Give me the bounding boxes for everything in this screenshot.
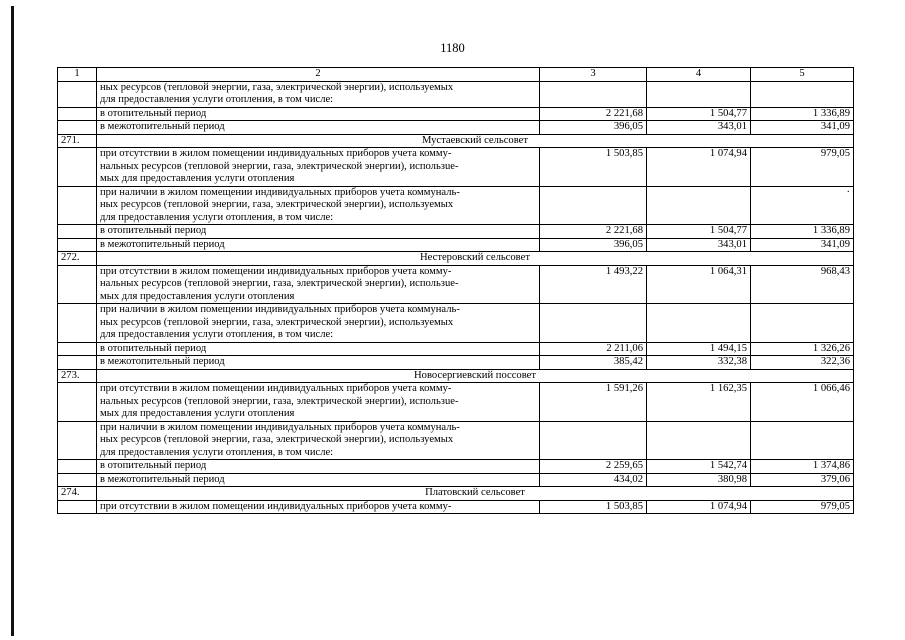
value-row — [58, 225, 854, 239]
section-row — [58, 369, 854, 383]
row-description — [97, 304, 540, 343]
value-row — [58, 342, 854, 356]
value-col-5 — [751, 304, 854, 343]
section-number: 272. — [58, 252, 97, 266]
value-col-3: 434,02 — [540, 473, 647, 487]
value-col-4: 1 064,31 — [647, 265, 751, 304]
description-row — [58, 500, 854, 514]
section-row — [58, 252, 854, 266]
description-line: для предоставления услуги отопления, в том числе: — [100, 211, 334, 223]
value-col-4: 380,98 — [647, 473, 751, 487]
description-line: при наличии в жилом помещении индивидуальных приборов учета коммуналь- — [100, 421, 460, 433]
section-number: 274. — [58, 487, 97, 501]
description-row — [58, 383, 854, 422]
row-number — [58, 460, 97, 474]
value-col-3: 2 221,68 — [540, 107, 647, 121]
row-label: в отопительный период — [97, 107, 540, 121]
value-row — [58, 238, 854, 252]
value-col-3: 1 493,22 — [540, 265, 647, 304]
value-row — [58, 107, 854, 121]
section-title: Новосергиевский поссовет — [97, 369, 854, 383]
value-col-4: 1 542,74 — [647, 460, 751, 474]
value-col-3: 2 221,68 — [540, 225, 647, 239]
value-col-5: 1 066,46 — [751, 383, 854, 422]
description-line: для предоставления услуги отопления, в том числе: — [100, 446, 334, 458]
column-header: 4 — [647, 68, 751, 82]
row-description — [97, 421, 540, 460]
row-description — [97, 148, 540, 187]
row-label: в межотопительный период — [97, 238, 540, 252]
row-number — [58, 500, 97, 514]
row-description — [97, 265, 540, 304]
description-row — [58, 304, 854, 343]
value-col-5: 979,05 — [751, 500, 854, 514]
description-row — [58, 148, 854, 187]
value-col-5: 968,43 — [751, 265, 854, 304]
value-col-5: 1 374,86 — [751, 460, 854, 474]
row-description — [97, 500, 540, 514]
value-row — [58, 460, 854, 474]
row-label: в отопительный период — [97, 225, 540, 239]
row-description — [97, 383, 540, 422]
value-col-3 — [540, 81, 647, 107]
description-line: для предоставления услуги отопления, в том числе: — [100, 94, 334, 105]
section-title: Мустаевский сельсовет — [97, 134, 854, 148]
section-row — [58, 487, 854, 501]
value-col-4: 343,01 — [647, 121, 751, 135]
value-col-3: 2 259,65 — [540, 460, 647, 474]
value-col-5: 341,09 — [751, 238, 854, 252]
value-col-5: 1 336,89 — [751, 107, 854, 121]
row-description — [97, 186, 540, 225]
description-line: мых для предоставления услуги отопления — [100, 408, 295, 419]
value-col-4 — [647, 304, 751, 343]
row-label: в отопительный период — [97, 460, 540, 474]
value-col-4: 343,01 — [647, 238, 751, 252]
row-label: в межотопительный период — [97, 356, 540, 370]
description-line: ных ресурсов (тепловой энергии, газа, электрической энергии), используемых — [100, 199, 454, 210]
row-description — [97, 81, 540, 107]
value-col-4: 1 162,35 — [647, 383, 751, 422]
value-row — [58, 121, 854, 135]
row-number — [58, 265, 97, 304]
description-line: ных ресурсов (тепловой энергии, газа, электрической энергии), используемых — [100, 81, 454, 93]
row-number — [58, 186, 97, 225]
page-number: 1180 — [440, 41, 465, 55]
description-row — [58, 421, 854, 460]
value-col-3: 396,05 — [540, 121, 647, 135]
description-line: при отсутствии в жилом помещении индивидуальных приборов учета комму- — [100, 148, 452, 159]
description-row — [58, 81, 854, 107]
row-label: в межотопительный период — [97, 473, 540, 487]
value-col-4: 1 074,94 — [647, 500, 751, 514]
row-number — [58, 356, 97, 370]
value-col-3: 385,42 — [540, 356, 647, 370]
value-col-3: 396,05 — [540, 238, 647, 252]
value-col-4: 1 074,94 — [647, 148, 751, 187]
row-number — [58, 304, 97, 343]
value-col-3: 1 503,85 — [540, 500, 647, 514]
column-header: 5 — [751, 68, 854, 82]
value-col-5: 322,36 — [751, 356, 854, 370]
description-line: при наличии в жилом помещении индивидуальных приборов учета коммуналь- — [100, 304, 460, 315]
table-body — [58, 68, 854, 514]
description-row — [58, 186, 854, 225]
value-col-5: 379,06 — [751, 473, 854, 487]
row-number — [58, 121, 97, 135]
row-number — [58, 383, 97, 422]
value-row — [58, 356, 854, 370]
row-number — [58, 342, 97, 356]
row-label: в отопительный период — [97, 342, 540, 356]
description-line: нальных ресурсов (тепловой энергии, газа, электрической энергии), использue- — [100, 278, 459, 289]
description-line: при отсутствии в жилом помещении индивидуальных приборов учета комму- — [100, 500, 452, 512]
value-col-4: 1 504,77 — [647, 225, 751, 239]
section-number: 271. — [58, 134, 97, 148]
row-number — [58, 148, 97, 187]
value-col-3: 1 591,26 — [540, 383, 647, 422]
row-number — [58, 421, 97, 460]
section-number: 273. — [58, 369, 97, 383]
description-line: ных ресурсов (тепловой энергии, газа, электрической энергии), используемых — [100, 316, 454, 328]
section-row — [58, 134, 854, 148]
value-col-3 — [540, 421, 647, 460]
column-header: 1 — [58, 68, 97, 82]
description-row — [58, 265, 854, 304]
description-line: при отсутствии в жилом помещении индивидуальных приборов учета комму- — [100, 265, 452, 277]
section-title: Платовский сельсовет — [97, 487, 854, 501]
value-col-5: 1 336,89 — [751, 225, 854, 239]
description-line: мых для предоставления услуги отопления — [100, 290, 295, 302]
description-line: нальных ресурсов (тепловой энергии, газа, электрической энергии), использue- — [100, 395, 459, 407]
row-number — [58, 225, 97, 239]
column-header: 3 — [540, 68, 647, 82]
tariff-table — [57, 67, 854, 514]
description-line: ных ресурсов (тепловой энергии, газа, электрической энергии), используемых — [100, 434, 454, 445]
column-header: 2 — [97, 68, 540, 82]
value-col-5: 1 326,26 — [751, 342, 854, 356]
value-col-3 — [540, 186, 647, 225]
scan-border-line — [11, 6, 14, 636]
row-number — [58, 81, 97, 107]
value-col-5 — [751, 81, 854, 107]
row-number — [58, 107, 97, 121]
row-label: в межотопительный период — [97, 121, 540, 135]
value-col-4: 332,38 — [647, 356, 751, 370]
table-header-row — [58, 68, 854, 82]
description-line: мых для предоставления услуги отопления — [100, 173, 295, 184]
value-col-4 — [647, 186, 751, 225]
value-col-5: 979,05 — [751, 148, 854, 187]
value-col-4: 1 504,77 — [647, 107, 751, 121]
value-col-3: 2 211,06 — [540, 342, 647, 356]
description-line: нальных ресурсов (тепловой энергии, газа, электрической энергии), использue- — [100, 160, 459, 172]
value-col-4 — [647, 421, 751, 460]
value-col-4 — [647, 81, 751, 107]
value-col-3: 1 503,85 — [540, 148, 647, 187]
description-line: для предоставления услуги отопления, в том числе: — [100, 329, 334, 340]
row-number — [58, 238, 97, 252]
value-col-4: 1 494,15 — [647, 342, 751, 356]
row-number — [58, 473, 97, 487]
section-title: Нестеровский сельсовет — [97, 252, 854, 266]
value-col-5 — [751, 421, 854, 460]
value-col-5: 341,09 — [751, 121, 854, 135]
description-line: при отсутствии в жилом помещении индивидуальных приборов учета комму- — [100, 383, 452, 394]
description-line: при наличии в жилом помещении индивидуальных приборов учета коммуналь- — [100, 186, 460, 198]
value-row — [58, 473, 854, 487]
value-col-3 — [540, 304, 647, 343]
value-col-5: · — [751, 186, 854, 225]
